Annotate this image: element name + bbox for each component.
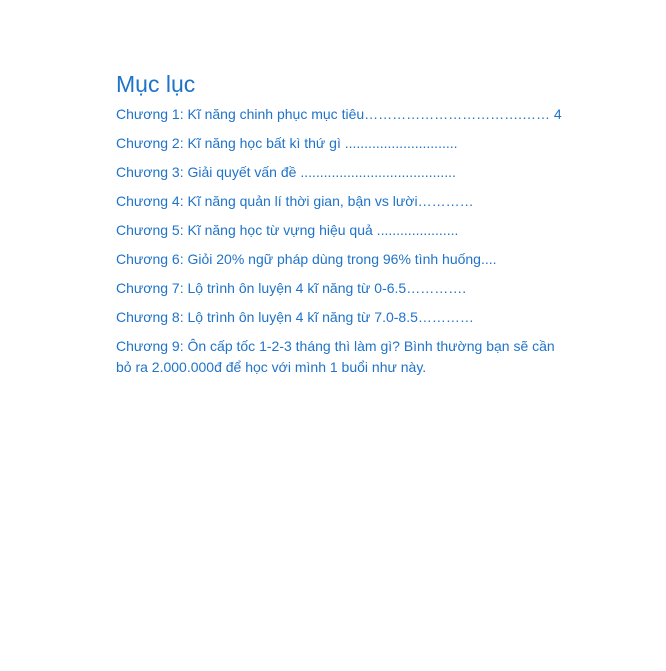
toc-item-chapter-1[interactable]: Chương 1: Kĩ năng chinh phục mục tiêu…………………………….…… 4 <box>116 106 562 122</box>
toc-item-chapter-9[interactable]: Chương 9: Ôn cấp tốc 1-2-3 tháng thì làm gì? Bình thường bạn sẽ cần bỏ ra 2.000.000đ để học với mình 1 buổi như này. <box>116 338 555 375</box>
toc-item-chapter-6[interactable]: Chương 6: Giỏi 20% ngữ pháp dùng trong 96% tình huống.... <box>116 251 497 267</box>
toc-title: Mục lục <box>116 71 196 97</box>
toc-item-chapter-7[interactable]: Chương 7: Lộ trình ôn luyện 4 kĩ năng từ 0-6.5…………. <box>116 280 467 296</box>
toc-item-chapter-8[interactable]: Chương 8: Lộ trình ôn luyện 4 kĩ năng từ 7.0-8.5………… <box>116 309 474 325</box>
table-of-contents <box>116 68 562 386</box>
toc-item-chapter-5[interactable]: Chương 5: Kĩ năng học từ vựng hiệu quả ..................... <box>116 222 459 238</box>
toc-list <box>116 104 562 378</box>
toc-item-chapter-4[interactable]: Chương 4: Kĩ năng quản lí thời gian, bận vs lười………… <box>116 193 474 209</box>
toc-item-chapter-2[interactable]: Chương 2: Kĩ năng học bất kì thứ gì ............................. <box>116 135 458 151</box>
toc-item-chapter-3[interactable]: Chương 3: Giải quyết vấn đề ........................................ <box>116 164 456 180</box>
